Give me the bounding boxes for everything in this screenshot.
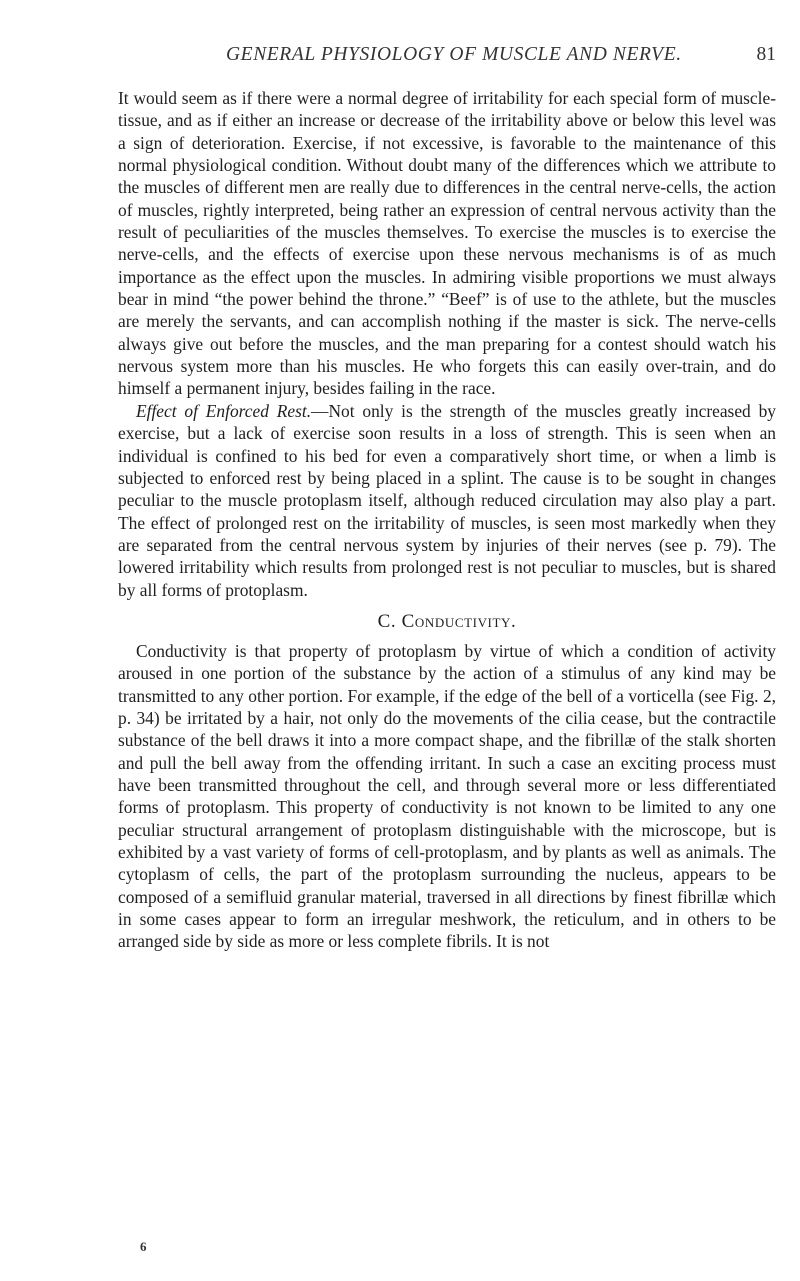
body-text (118, 87, 776, 953)
side-heading-enforced-rest: Effect of Enforced Rest. (136, 400, 312, 421)
section-heading-conductivity: C. Conductivity. (377, 610, 517, 632)
paragraph-conductivity: Conductivity is that property of protoplasm by virtue of which a condition of activity aroused in one portion of the substance by the action of a stimulus of any kind may be transmitted to any other portion. For example, if the edge of the bell of a vorticella (see Fig. 2, p. 34) be irritated by a hair, not only do the movements of the cilia cease, but the contractile substance of the bell draws it into a more compact shape, and the fibrillæ of the stalk shorten and pull the bell away from the offending irritant. In such a case an exciting process must have been transmitted throughout the cell, and through several more or less differentiated forms of protoplasm. This property of conductivity is not known to be limited to any one peculiar structural arrangement of protoplasm distinguishable with the microscope, but is exhibited by a vast variety of forms of cell-protoplasm, and by plants as well as animals. The cytoplasm of cells, the part of the protoplasm surrounding the nucleus, appears to be composed of a semifluid granular material, traversed in all directions by finest fibrillæ which in some cases appear to form an irregular meshwork, the reticulum, and in others to be arranged side by side as more or less complete fibrils. It is not (118, 640, 776, 952)
running-head (226, 44, 776, 74)
paragraph-enforced-rest-text: —Not only is the strength of the muscles greatly increased by exercise, but a lack of exercise soon results in a loss of strength. This is seen when an individual is confined to his bed for even a comparatively short time, or when a limb is subjected to enforced rest by being placed in a splint. The cause is to be sought in changes peculiar to the muscle protoplasm itself, although reduced circulation may also play a part. The effect of prolonged rest on the irritability of muscles, is seen most markedly when they are separated from the central nervous system by injuries of their nerves (see p. 79). The lowered irritability which results from prolonged rest is not peculiar to muscles, but is shared by all forms of protoplasm. (118, 400, 776, 600)
paragraph-enforced-rest (118, 400, 776, 601)
running-title: GENERAL PHYSIOLOGY OF MUSCLE AND NERVE. (226, 44, 682, 65)
paragraph-irritability-exercise: It would seem as if there were a normal degree of irritability for each special form of muscle-tissue, and as if either an increase or decrease of the irritability above or below this level was a sign of deterioration. Exercise, if not excessive, is favorable to the maintenance of this normal physiological condition. Without doubt many of the differences which we attribute to the muscles of different men are really due to differences in the central nerve-cells, the action of muscles, rightly interpreted, being rather an expression of central nervous activity than the result of peculiarities of the muscles themselves. To exercise the muscles is to exercise the nerve-cells, and the effects of exercise upon these nervous mechanisms is of as much importance as the effect upon the muscles. In admiring visible proportions we must always bear in mind “the power behind the throne.” “Beef” is of use to the athlete, but the muscles are merely the servants, and can accomplish nothing if the master is sick. The nerve-cells always give out before the muscles, and the man preparing for a contest should watch his nervous system more than his muscles. He who forgets this can easily over-train, and do himself a permanent injury, besides failing in the race. (118, 88, 776, 399)
signature-mark: 6 (140, 1239, 147, 1254)
page-number: 81 (756, 44, 776, 65)
